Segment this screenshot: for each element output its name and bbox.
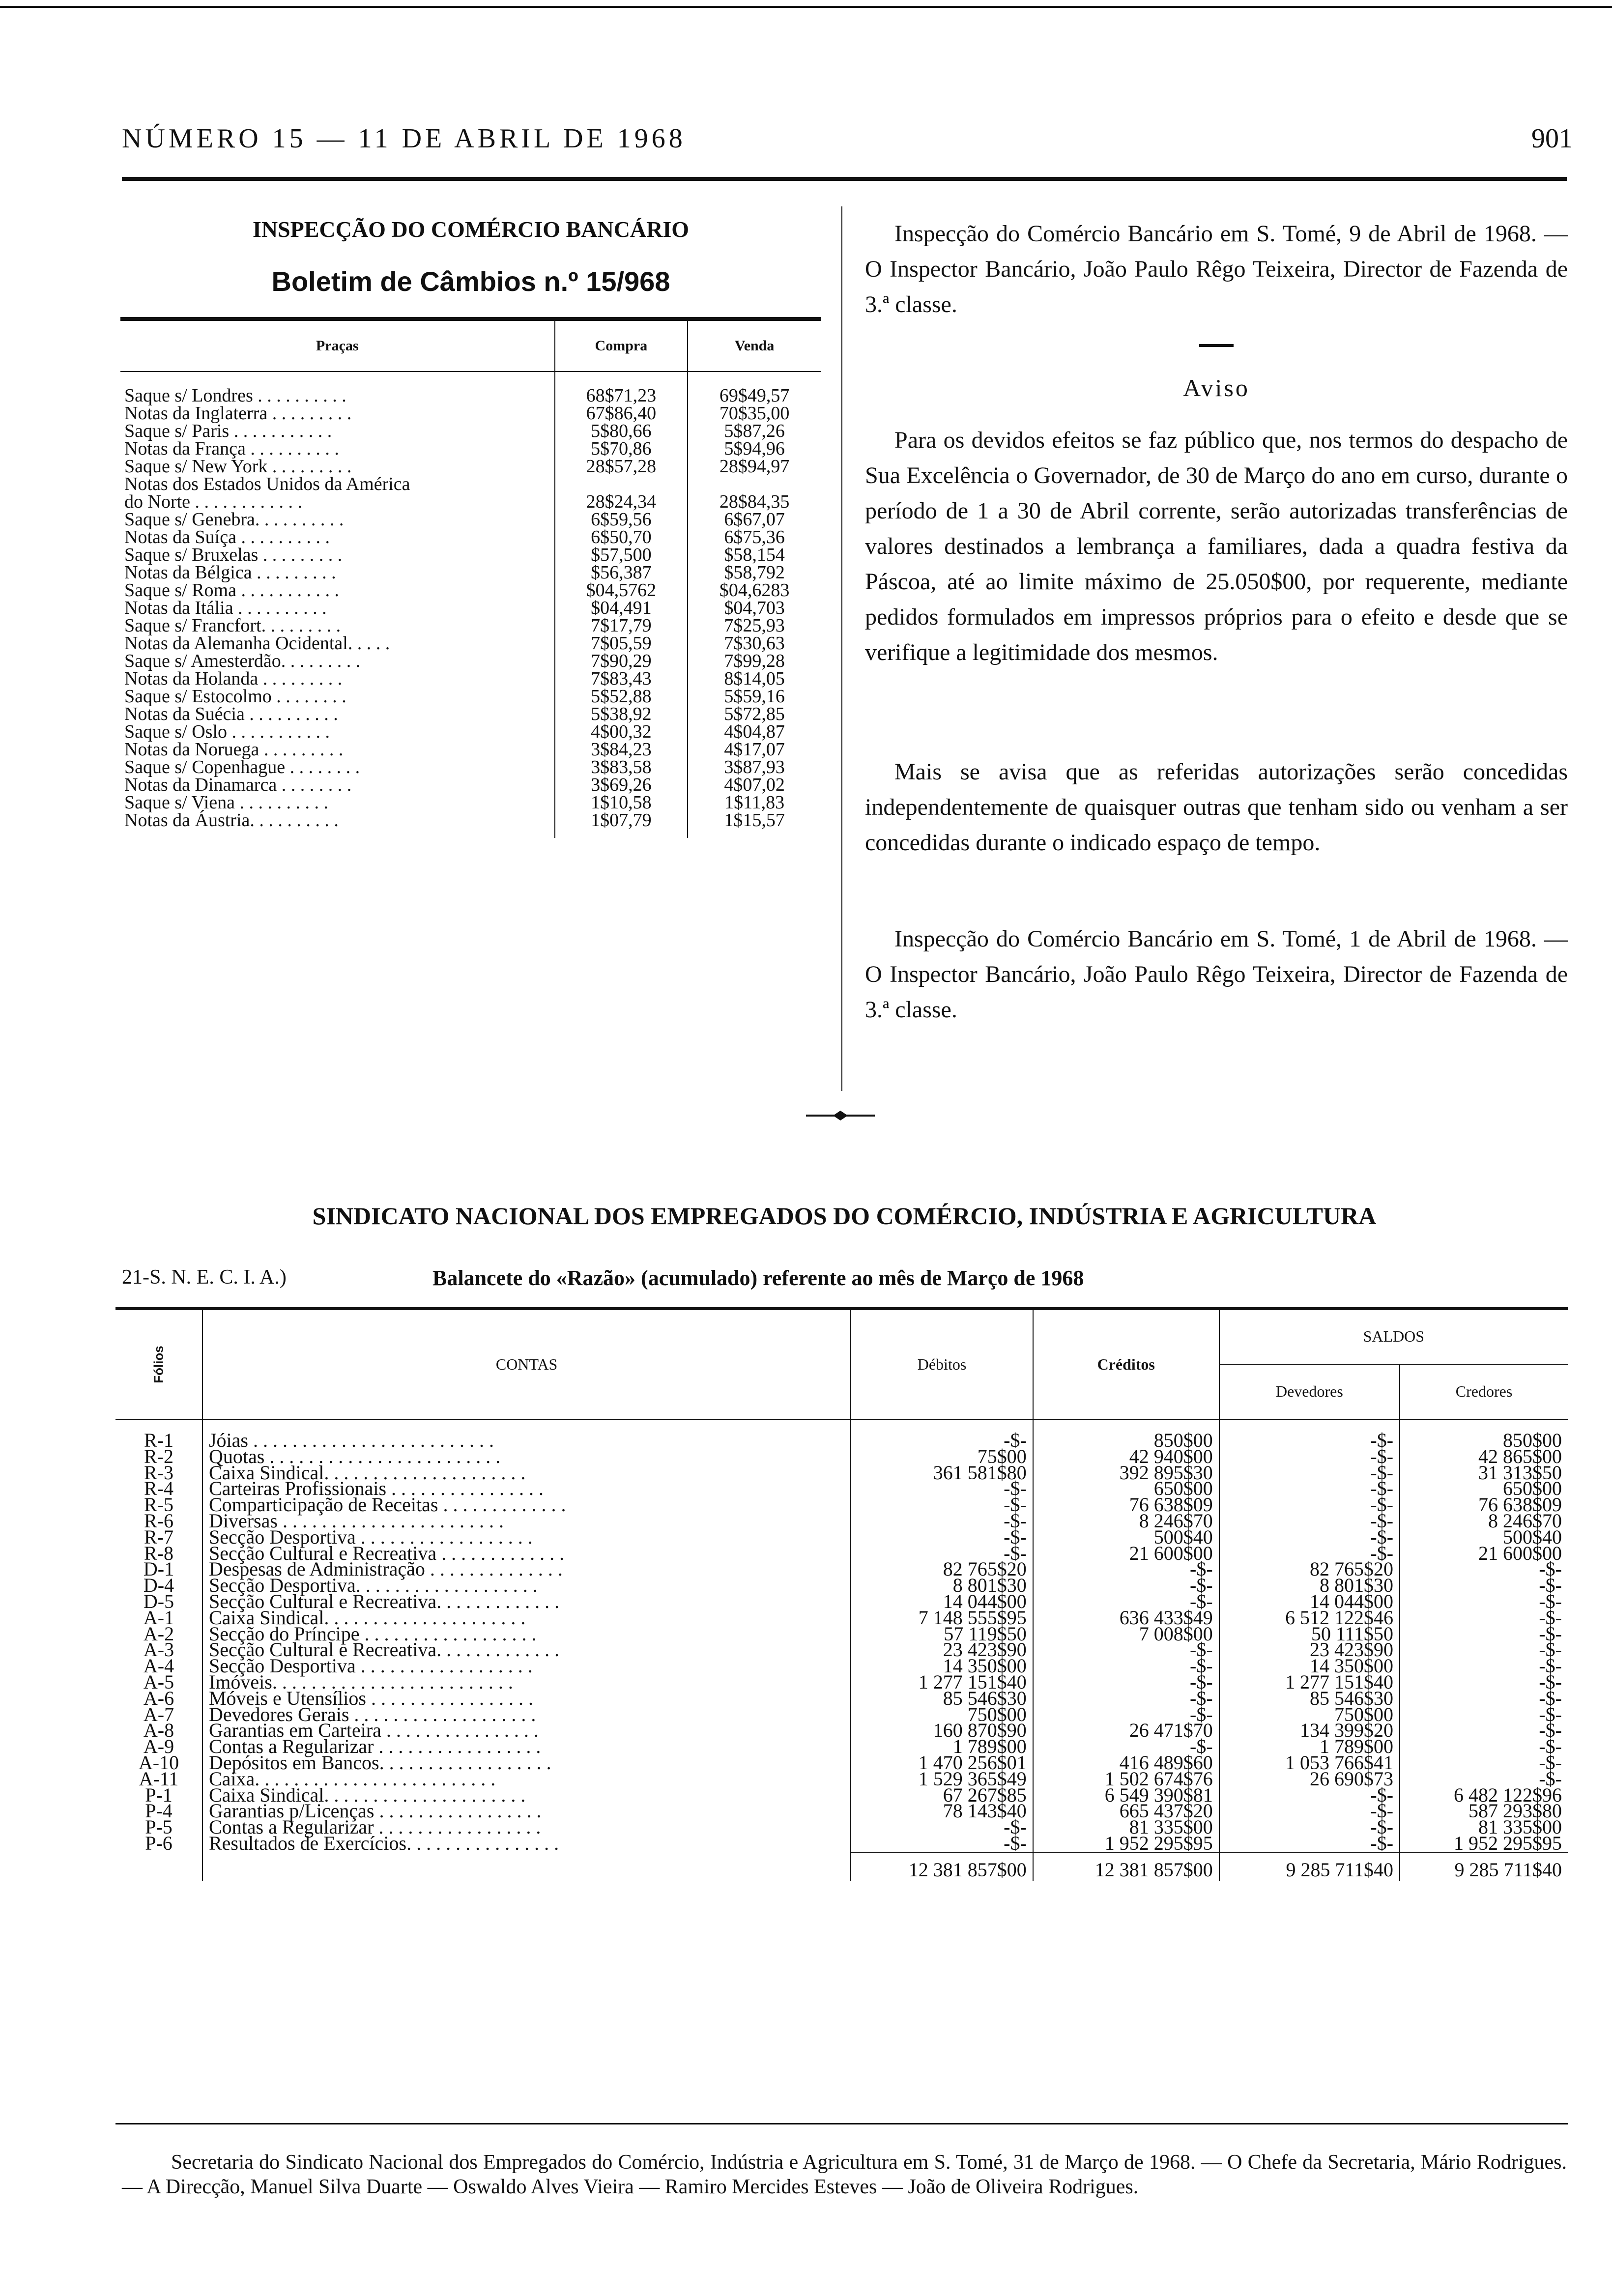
ledger-folio: R-7 [144,1525,173,1548]
rate-row [120,617,821,634]
rate-venda: 4$17,07 [688,741,821,758]
ledger-saldo-credor: 587 293$80 [1400,1803,1568,1819]
rate-praca: Notas da Dinamarca . . . . . . . . [124,775,352,795]
ledger-debito: 160 870$90 [851,1722,1033,1739]
ledger-saldo-credor: 42 865$00 [1400,1449,1568,1465]
ledger-saldo-devedor: -$- [1219,1513,1400,1529]
ledger-saldo-credor: -$- [1400,1771,1568,1787]
ledger-folio: A-3 [143,1638,174,1661]
ledger-conta: Caixa Sindical. . . . . . . . . . . . . . . . . . . . . [202,1787,851,1804]
ledger-folio: A-9 [143,1735,174,1758]
rate-praca: Notas da Bélgica . . . . . . . . . [124,562,336,583]
ledger-debito: -$- [851,1419,1033,1449]
rate-venda: 4$04,87 [688,723,821,741]
rate-venda: 69$49,57 [688,372,821,404]
total-creditos: 12 381 857$00 [1033,1852,1219,1881]
ledger-debito: 7 148 555$95 [851,1610,1033,1626]
ledger-conta: Imóveis. . . . . . . . . . . . . . . . . . . . . . . . . [202,1674,851,1691]
col-creditos: Créditos [1033,1310,1219,1419]
rate-compra: 5$80,66 [555,422,688,440]
folios-label: Fólios [151,1345,166,1383]
ledger-folio: A-4 [143,1655,174,1677]
rate-venda: $58,792 [688,564,821,581]
ledger-saldo-devedor: -$- [1219,1497,1400,1513]
rate-praca: Saque s/ Roma . . . . . . . . . . . [124,580,339,601]
rate-venda: $04,6283 [688,581,821,599]
ledger-saldo-devedor: -$- [1219,1419,1400,1449]
ledger-saldo-credor: -$- [1400,1658,1568,1674]
rate-compra: $57,500 [555,546,688,564]
ledger-saldo-devedor: -$- [1219,1836,1400,1852]
ledger-saldo-devedor: 6 512 122$46 [1219,1610,1400,1626]
ledger-saldo-credor: 850$00 [1400,1419,1568,1449]
ledger-debito: -$- [851,1529,1033,1546]
ledger-totals-row [115,1852,1568,1881]
aviso-paragraph-1: Para os devidos efeitos se faz público que, nos termos do despacho de Sua Excelência o Governador, de 30 de Março do ano em curso, durante o período de 1 a 30 de Abril corrente, serão autorizadas transferências de valores destinados a lembrança a familiares, dada a quadra festiva da Páscoa, até ao limite máximo de 25.050$00, por requerente, mediante pedidos formulados em impressos próprios para o efeito e desde que se verifique a legitimidade dos mesmos. [865,427,1568,665]
rate-praca: Notas dos Estados Unidos da América [124,474,410,494]
rate-venda: 28$84,35 [688,493,821,511]
ledger-credito: 500$40 [1033,1529,1219,1546]
rate-venda: $58,154 [688,546,821,564]
ledger-credito: 850$00 [1033,1419,1219,1449]
ledger-saldo-credor: -$- [1400,1578,1568,1594]
ledger-credito: -$- [1033,1578,1219,1594]
ledger-credito: -$- [1033,1594,1219,1610]
ledger-saldo-devedor: -$- [1219,1529,1400,1546]
rate-compra: 7$90,29 [555,652,688,670]
ledger-saldo-credor: -$- [1400,1707,1568,1723]
rate-row [120,458,821,475]
rate-venda: 28$94,97 [688,458,821,475]
ledger-credito: -$- [1033,1739,1219,1755]
rate-praca: Notas da Itália . . . . . . . . . . [124,598,327,618]
totals-blank-conta [202,1852,851,1881]
ledger-debito: 57 119$50 [851,1626,1033,1642]
aviso-paragraph-2: Mais se avisa que as referidas autorizações serão concedidas independentemente de quaisquer outras que tenham sido ou venham a ser concedidas durante o indicado espaço de tempo. [865,759,1568,856]
ledger-folio: R-5 [144,1493,173,1516]
ledger-saldo-devedor: 1 053 766$41 [1219,1755,1400,1771]
ledger-credito: -$- [1033,1674,1219,1691]
ledger-folio: R-4 [144,1477,173,1500]
rate-praca: Saque s/ New York . . . . . . . . . [124,456,352,477]
ledger-saldo-devedor: -$- [1219,1787,1400,1804]
ledger-conta: Caixa. . . . . . . . . . . . . . . . . . . . . . . . . [202,1771,851,1787]
ledger-debito: 14 044$00 [851,1594,1033,1610]
rate-praca: Notas da Alemanha Ocidental. . . . . [124,633,390,654]
ledger-credito: -$- [1033,1561,1219,1578]
ledger-conta: Secção do Príncipe . . . . . . . . . . . . . . . . . . [202,1626,851,1642]
ledger-debito: 67 267$85 [851,1787,1033,1804]
ledger-credito: -$- [1033,1707,1219,1723]
rate-venda: 1$15,57 [688,811,821,838]
totals-blank-folio [115,1852,202,1881]
ledger-credito: 81 335$00 [1033,1819,1219,1836]
rate-row [120,723,821,741]
rate-row [120,634,821,652]
ledger-conta: Quotas . . . . . . . . . . . . . . . . . . . . . . . . [202,1449,851,1465]
ledger-saldo-devedor: -$- [1219,1819,1400,1836]
dash-ornament [1199,344,1234,347]
ledger-credito: 42 940$00 [1033,1449,1219,1465]
total-devedores: 9 285 711$40 [1219,1852,1400,1881]
rate-compra: 5$70,86 [555,440,688,458]
ledger-debito: 85 546$30 [851,1691,1033,1707]
ledger-credito: 636 433$49 [1033,1610,1219,1626]
ledger-folio: A-2 [143,1622,174,1645]
rate-praca: Notas da Noruega . . . . . . . . . [124,739,344,760]
bulletin-subtitle: Boletim de Câmbios n.º 15/968 [271,266,670,297]
ledger-saldo-devedor: 8 801$30 [1219,1578,1400,1594]
ledger-debito: -$- [851,1497,1033,1513]
ledger-conta: Secção Cultural e Recreativa . . . . . . . . . . . . . [202,1546,851,1562]
ledger-saldo-devedor: -$- [1219,1465,1400,1481]
ledger-credito: 416 489$60 [1033,1755,1219,1771]
ledger-conta: Resultados de Exercícios. . . . . . . . . . . . . . . . [202,1836,851,1852]
ledger-credito: -$- [1033,1691,1219,1707]
ledger-credito: 650$00 [1033,1481,1219,1497]
ledger-row [115,1836,1568,1852]
ledger-debito: 75$00 [851,1449,1033,1465]
rate-compra: 5$38,92 [555,705,688,723]
ledger-folio: R-8 [144,1542,173,1564]
inspeccao-title: INSPECÇÃO DO COMÉRCIO BANCÁRIO [252,217,690,242]
ledger-row [115,1419,1568,1449]
col-contas: CONTAS [202,1310,851,1419]
ledger-conta: Caixa Sindical. . . . . . . . . . . . . . . . . . . . . [202,1610,851,1626]
ledger-saldo-credor: 31 313$50 [1400,1465,1568,1481]
rate-praca: Notas da Inglaterra . . . . . . . . . [124,403,352,424]
ledger-conta: Móveis e Utensílios . . . . . . . . . . . . . . . . . [202,1691,851,1707]
rate-venda: 6$67,07 [688,511,821,528]
ledger-credito: 665 437$20 [1033,1803,1219,1819]
rate-row [120,688,821,705]
ledger-debito: -$- [851,1819,1033,1836]
ledger-folio: P-6 [145,1832,173,1855]
ledger-debito: 1 277 151$40 [851,1674,1033,1691]
ledger-credito: 8 246$70 [1033,1513,1219,1529]
ledger-saldo-credor: -$- [1400,1722,1568,1739]
ledger-bottom-rule [115,2123,1568,2124]
rate-row [120,475,821,493]
col-devedores: Devedores [1219,1364,1400,1419]
ledger-conta: Secção Desportiva . . . . . . . . . . . . . . . . . . [202,1658,851,1674]
ledger-debito: -$- [851,1481,1033,1497]
ledger-saldo-devedor: 23 423$90 [1219,1642,1400,1658]
rate-compra: 5$52,88 [555,688,688,705]
ledger-saldo-credor: -$- [1400,1561,1568,1578]
ledger-credito: -$- [1033,1658,1219,1674]
ledger-folio: A-11 [139,1767,179,1790]
ledger-saldo-devedor: 26 690$73 [1219,1771,1400,1787]
rate-compra: 1$07,79 [555,811,688,838]
section-ornament [806,1108,875,1123]
rate-venda: 4$07,02 [688,776,821,794]
rate-compra: $04,491 [555,599,688,617]
total-credores: 9 285 711$40 [1400,1852,1568,1881]
ledger-debito: -$- [851,1546,1033,1562]
rate-venda: 7$25,93 [688,617,821,634]
ledger-saldo-devedor: -$- [1219,1546,1400,1562]
ledger-saldo-devedor: 14 350$00 [1219,1658,1400,1674]
rate-venda: 7$30,63 [688,634,821,652]
rate-row [120,670,821,688]
ledger-credito: 7 008$00 [1033,1626,1219,1642]
ledger-debito: 1 470 256$01 [851,1755,1033,1771]
rate-praca: Saque s/ Viena . . . . . . . . . . [124,792,328,813]
ledger-folio: R-3 [144,1461,173,1484]
ledger-saldo-credor: -$- [1400,1642,1568,1658]
ledger-folio: A-8 [143,1719,174,1742]
ledger-credito: 76 638$09 [1033,1497,1219,1513]
ledger-credito: 26 471$70 [1033,1722,1219,1739]
column-divider [841,206,842,1091]
rate-venda: 3$87,93 [688,758,821,776]
rate-praca: Saque s/ Bruxelas . . . . . . . . . [124,545,343,565]
rate-venda: 1$11,83 [688,794,821,811]
rate-compra: 28$24,34 [555,493,688,511]
ledger-saldo-devedor: -$- [1219,1481,1400,1497]
col-debitos: Débitos [851,1310,1033,1419]
ledger-folio: R-1 [144,1429,173,1451]
rate-praca: Notas da Suécia . . . . . . . . . . [124,704,338,724]
ledger-debito: 8 801$30 [851,1578,1033,1594]
col-folios [115,1310,202,1419]
col-saldos: SALDOS [1219,1310,1568,1364]
col-pracas: Praças [120,319,555,372]
ledger-conta: Garantias p/Licenças . . . . . . . . . . . . . . . . . [202,1803,851,1819]
rate-praca: do Norte . . . . . . . . . . . . [124,491,303,512]
rate-praca: Notas da Suíça . . . . . . . . . . [124,527,330,547]
ledger-folio: D-1 [143,1558,174,1580]
exchange-rates-table [120,317,821,838]
ledger-conta: Jóias . . . . . . . . . . . . . . . . . . . . . . . . . [202,1419,851,1449]
rate-praca: Saque s/ Francfort. . . . . . . . . [124,615,341,636]
ledger-folio: A-5 [143,1670,174,1693]
rate-compra: 3$69,26 [555,776,688,794]
rate-row [120,422,821,440]
ledger-folio: P-5 [145,1816,173,1838]
rate-compra: $04,5762 [555,581,688,599]
rate-venda [688,475,821,493]
ledger-saldo-credor: -$- [1400,1755,1568,1771]
rate-row [120,511,821,528]
ledger-conta: Carteiras Profissionais . . . . . . . . . . . . . . . . [202,1481,851,1497]
ledger-saldo-devedor: 1 789$00 [1219,1739,1400,1755]
ledger-debito: 78 143$40 [851,1803,1033,1819]
ledger-saldo-credor: -$- [1400,1610,1568,1626]
top-edge-rule [0,6,1612,8]
ledger-conta: Secção Cultural e Recreativa. . . . . . . . . . . . . [202,1594,851,1610]
rate-compra: 7$17,79 [555,617,688,634]
ledger-folio: A-6 [143,1687,174,1709]
rate-praca: Saque s/ Genebra. . . . . . . . . . [124,509,344,530]
rate-compra: 6$50,70 [555,528,688,546]
ledger-saldo-devedor: -$- [1219,1449,1400,1465]
rate-row [120,652,821,670]
ledger-conta: Secção Cultural e Recreativa. . . . . . . . . . . . . [202,1642,851,1658]
ledger-debito: 82 765$20 [851,1561,1033,1578]
ledger-conta: Depósitos em Bancos. . . . . . . . . . . . . . . . . . [202,1755,851,1771]
rate-row [120,811,821,838]
balancete-subtitle: Balancete do «Razão» (acumulado) referente ao mês de Março de 1968 [432,1266,1084,1290]
ledger-conta: Garantias em Carteira . . . . . . . . . . . . . . . . [202,1722,851,1739]
page-number: 901 [1531,123,1573,154]
rate-row [120,705,821,723]
col-compra: Compra [555,319,688,372]
ledger-folio: D-5 [143,1590,174,1612]
rate-row [120,564,821,581]
ledger-folio: A-1 [143,1606,174,1629]
ledger-saldo-credor: -$- [1400,1691,1568,1707]
ledger-folio: P-1 [145,1783,173,1806]
rate-row [120,599,821,617]
rate-praca: Saque s/ Estocolmo . . . . . . . . [124,686,346,707]
ledger-saldo-devedor: 50 111$50 [1219,1626,1400,1642]
ledger-folio: A-10 [138,1751,179,1774]
rate-row [120,794,821,811]
ledger-debito: 1 789$00 [851,1739,1033,1755]
sindicato-signature-note: Secretaria do Sindicato Nacional dos Empregados do Comércio, Indústria e Agricultura em S. Tomé, 31 de Março de 1968. — O Chefe da Secretaria, Mário Rodrigues. — A Direcção, Manuel Silva Duarte — Oswaldo Alves Vieira — Ramiro Mercides Esteves — João de Oliveira Rodrigues. [122,2151,1567,2198]
ledger-saldo-devedor: 85 546$30 [1219,1691,1400,1707]
ledger-debito: 361 581$80 [851,1465,1033,1481]
ledger-saldo-credor: -$- [1400,1626,1568,1642]
rate-compra: 67$86,40 [555,404,688,422]
sindicato-reference: 21-S. N. E. C. I. A.) [122,1266,287,1289]
ledger-conta: Devedores Gerais . . . . . . . . . . . . . . . . . . . [202,1707,851,1723]
ledger-debito: 750$00 [851,1707,1033,1723]
rate-venda: 8$14,05 [688,670,821,688]
rate-venda: 70$35,00 [688,404,821,422]
ledger-saldo-credor: -$- [1400,1594,1568,1610]
ledger-credito: 21 600$00 [1033,1546,1219,1562]
ledger-saldo-credor: 650$00 [1400,1481,1568,1497]
rate-compra: $56,387 [555,564,688,581]
ledger-conta: Contas a Regularizar . . . . . . . . . . . . . . . . . [202,1819,851,1836]
ledger-folio: R-6 [144,1509,173,1532]
ledger-credito: -$- [1033,1642,1219,1658]
col-credores: Credores [1400,1364,1568,1419]
rate-row [120,741,821,758]
ledger-saldo-credor: 81 335$00 [1400,1819,1568,1836]
rate-praca: Saque s/ Amesterdão. . . . . . . . . [124,651,361,671]
ledger-debito: 1 529 365$49 [851,1771,1033,1787]
ledger-folio: A-7 [143,1703,174,1725]
rate-venda: 5$94,96 [688,440,821,458]
ledger-conta: Diversas . . . . . . . . . . . . . . . . . . . . . . . [202,1513,851,1529]
sindicato-title: SINDICATO NACIONAL DOS EMPREGADOS DO COMÉRCIO, INDÚSTRIA E AGRICULTURA [312,1202,1377,1230]
rate-row [120,546,821,564]
rate-compra: 1$10,58 [555,794,688,811]
rate-compra: 28$57,28 [555,458,688,475]
ledger-saldo-devedor: 1 277 151$40 [1219,1674,1400,1691]
rate-praca: Saque s/ Oslo . . . . . . . . . . . [124,721,330,742]
rate-praca: Notas da França . . . . . . . . . . [124,438,339,459]
balance-ledger-table [115,1310,1568,1881]
ledger-folio: D-4 [143,1574,174,1597]
rate-venda: 5$87,26 [688,422,821,440]
ledger-saldo-credor: 1 952 295$95 [1400,1836,1568,1852]
ledger-conta: Despesas de Administração . . . . . . . . . . . . . . [202,1561,851,1578]
rate-praca: Saque s/ Londres . . . . . . . . . . [124,385,346,406]
aviso-paragraph-3: Inspecção do Comércio Bancário em S. Tomé, 1 de Abril de 1968. — O Inspector Bancário, João Paulo Rêgo Teixeira, Director de Fazenda de 3.ª classe. [865,926,1568,1023]
ledger-saldo-credor: 6 482 122$96 [1400,1787,1568,1804]
ledger-credito: 1 502 674$76 [1033,1771,1219,1787]
rate-compra: 6$59,56 [555,511,688,528]
rate-compra: 68$71,23 [555,372,688,404]
rate-row [120,493,821,511]
rate-row [120,440,821,458]
ledger-conta: Comparticipação de Receitas . . . . . . . . . . . . . [202,1497,851,1513]
ledger-credito: 392 895$30 [1033,1465,1219,1481]
ledger-saldo-devedor: 750$00 [1219,1707,1400,1723]
ledger-conta: Caixa Sindical. . . . . . . . . . . . . . . . . . . . . [202,1465,851,1481]
rate-venda: $04,703 [688,599,821,617]
ledger-debito: 23 423$90 [851,1642,1033,1658]
rate-compra: 3$83,58 [555,758,688,776]
rate-row [120,372,821,404]
rate-compra: 4$00,32 [555,723,688,741]
ledger-credito: 6 549 390$81 [1033,1787,1219,1804]
ledger-saldo-credor: 76 638$09 [1400,1497,1568,1513]
ledger-saldo-devedor: -$- [1219,1803,1400,1819]
rate-compra: 3$84,23 [555,741,688,758]
header-rule [122,177,1567,181]
ledger-saldo-credor: -$- [1400,1674,1568,1691]
total-debitos: 12 381 857$00 [851,1852,1033,1881]
rate-row [120,776,821,794]
announcement-paragraph-1: Inspecção do Comércio Bancário em S. Tomé, 9 de Abril de 1968. — O Inspector Bancário, João Paulo Rêgo Teixeira, Director de Fazenda de 3.ª classe. [865,221,1568,317]
ledger-debito: -$- [851,1836,1033,1852]
rate-praca: Notas da Áustria. . . . . . . . . . [124,810,339,831]
rate-compra: 7$05,59 [555,634,688,652]
rate-venda: 7$99,28 [688,652,821,670]
ledger-saldo-credor: 21 600$00 [1400,1546,1568,1562]
ledger-saldo-devedor: 14 044$00 [1219,1594,1400,1610]
ledger-conta: Secção Desportiva. . . . . . . . . . . . . . . . . . . [202,1578,851,1594]
rate-compra: 7$83,43 [555,670,688,688]
rate-praca: Notas da Holanda . . . . . . . . . [124,668,343,689]
ledger-conta: Secção Desportiva . . . . . . . . . . . . . . . . . . [202,1529,851,1546]
rate-praca: Saque s/ Paris . . . . . . . . . . . [124,421,332,441]
rate-venda: 5$59,16 [688,688,821,705]
ledger-debito: 14 350$00 [851,1658,1033,1674]
ledger-folio: P-4 [145,1800,173,1822]
ledger-saldo-devedor: 82 765$20 [1219,1561,1400,1578]
rate-row [120,581,821,599]
rate-row [120,528,821,546]
ledger-credito: 1 952 295$95 [1033,1836,1219,1852]
ledger-saldo-credor: 8 246$70 [1400,1513,1568,1529]
ledger-saldo-credor: 500$40 [1400,1529,1568,1546]
aviso-heading: Aviso [1183,374,1250,402]
rate-venda: 5$72,85 [688,705,821,723]
ledger-saldo-devedor: 134 399$20 [1219,1722,1400,1739]
ledger-debito: -$- [851,1513,1033,1529]
rate-row [120,758,821,776]
ledger-conta: Contas a Regularizar . . . . . . . . . . . . . . . . . [202,1739,851,1755]
rate-compra [555,475,688,493]
issue-header: NÚMERO 15 — 11 DE ABRIL DE 1968 [122,123,686,154]
rate-venda: 6$75,36 [688,528,821,546]
col-venda: Venda [688,319,821,372]
rate-row [120,404,821,422]
rate-praca: Saque s/ Copenhague . . . . . . . . [124,757,360,777]
ledger-folio: R-2 [144,1445,173,1467]
ledger-saldo-credor: -$- [1400,1739,1568,1755]
